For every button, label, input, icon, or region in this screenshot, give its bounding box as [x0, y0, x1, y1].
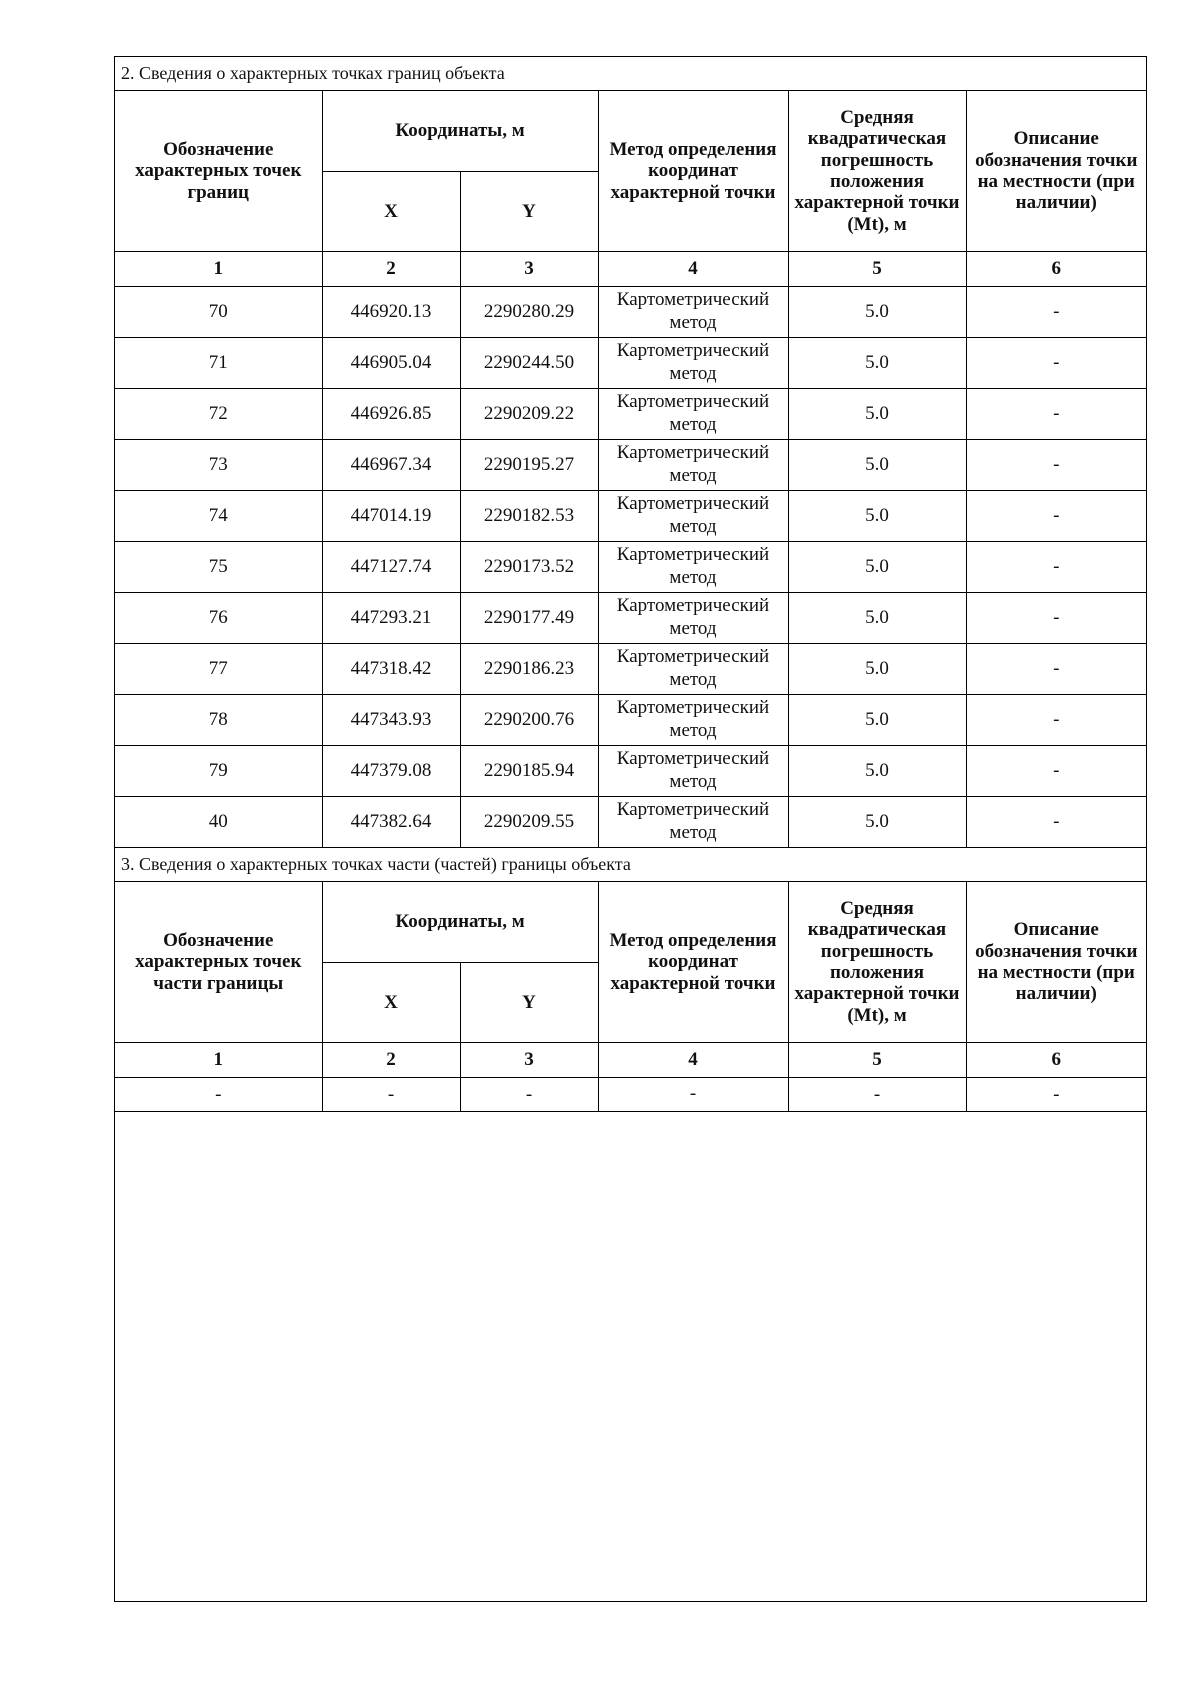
column-number: 3	[460, 1043, 598, 1078]
column-number: 2	[322, 1043, 460, 1078]
column-number: 1	[115, 1043, 322, 1078]
table-row	[115, 287, 1146, 338]
description-cell: -	[966, 338, 1146, 389]
point-id-cell: 75	[115, 542, 322, 593]
y-coordinate-cell: 2290244.50	[460, 338, 598, 389]
description-cell: -	[966, 593, 1146, 644]
column-number: 4	[598, 1043, 788, 1078]
method-cell: Картометрический метод	[598, 695, 788, 746]
error-cell: 5.0	[788, 542, 966, 593]
method-cell: Картометрический метод	[598, 746, 788, 797]
point-id-cell: 78	[115, 695, 322, 746]
y-coordinate-cell: 2290280.29	[460, 287, 598, 338]
x-coordinate-cell: 447379.08	[322, 746, 460, 797]
y-coordinate-cell: 2290200.76	[460, 695, 598, 746]
error-cell: -	[788, 1078, 966, 1112]
error-cell: 5.0	[788, 746, 966, 797]
y-coordinate-cell: 2290173.52	[460, 542, 598, 593]
error-cell: 5.0	[788, 338, 966, 389]
point-id-cell: -	[115, 1078, 322, 1112]
method-cell: -	[598, 1078, 788, 1112]
x-coordinate-cell: 446920.13	[322, 287, 460, 338]
boundary-points-table	[115, 57, 1146, 1112]
description-cell: -	[966, 287, 1146, 338]
table-row	[115, 1078, 1146, 1112]
method-cell: Картометрический метод	[598, 593, 788, 644]
point-id-cell: 40	[115, 797, 322, 848]
header-error: Средняя квадратическая погрешность положения характерной точки (Mt), м	[788, 882, 966, 1043]
description-cell: -	[966, 746, 1146, 797]
header-description: Описание обозначения точки на местности (при наличии)	[966, 882, 1146, 1043]
y-coordinate-cell: 2290185.94	[460, 746, 598, 797]
point-id-cell: 73	[115, 440, 322, 491]
column-number: 2	[322, 252, 460, 287]
method-cell: Картометрический метод	[598, 287, 788, 338]
description-cell: -	[966, 1078, 1146, 1112]
table-row	[115, 746, 1146, 797]
method-cell: Картометрический метод	[598, 389, 788, 440]
error-cell: 5.0	[788, 389, 966, 440]
header-description: Описание обозначения точки на местности (при наличии)	[966, 91, 1146, 252]
method-cell: Картометрический метод	[598, 491, 788, 542]
column-numbers-row	[115, 252, 1146, 287]
column-numbers-row	[115, 1043, 1146, 1078]
point-id-cell: 76	[115, 593, 322, 644]
x-coordinate-cell: 447343.93	[322, 695, 460, 746]
method-cell: Картометрический метод	[598, 338, 788, 389]
error-cell: 5.0	[788, 644, 966, 695]
description-cell: -	[966, 440, 1146, 491]
y-coordinate-cell: 2290209.22	[460, 389, 598, 440]
y-coordinate-cell: 2290186.23	[460, 644, 598, 695]
section2-title: 2. Сведения о характерных точках границ объекта	[115, 57, 1146, 91]
x-coordinate-cell: 447014.19	[322, 491, 460, 542]
table-row	[115, 593, 1146, 644]
description-cell: -	[966, 542, 1146, 593]
error-cell: 5.0	[788, 491, 966, 542]
header-y: Y	[460, 172, 598, 252]
error-cell: 5.0	[788, 797, 966, 848]
x-coordinate-cell: -	[322, 1078, 460, 1112]
y-coordinate-cell: 2290195.27	[460, 440, 598, 491]
header-part-point-designation: Обозначение характерных точек части границы	[115, 882, 322, 1043]
table-row	[115, 491, 1146, 542]
method-cell: Картометрический метод	[598, 644, 788, 695]
x-coordinate-cell: 446905.04	[322, 338, 460, 389]
point-id-cell: 74	[115, 491, 322, 542]
header-coordinates: Координаты, м	[322, 91, 598, 172]
description-cell: -	[966, 695, 1146, 746]
y-coordinate-cell: 2290177.49	[460, 593, 598, 644]
column-number: 5	[788, 1043, 966, 1078]
header-error: Средняя квадратическая погрешность положения характерной точки (Mt), м	[788, 91, 966, 252]
x-coordinate-cell: 447382.64	[322, 797, 460, 848]
column-number: 6	[966, 1043, 1146, 1078]
x-coordinate-cell: 446926.85	[322, 389, 460, 440]
point-id-cell: 77	[115, 644, 322, 695]
error-cell: 5.0	[788, 287, 966, 338]
header-coordinates: Координаты, м	[322, 882, 598, 963]
column-number: 4	[598, 252, 788, 287]
y-coordinate-cell: 2290182.53	[460, 491, 598, 542]
error-cell: 5.0	[788, 440, 966, 491]
x-coordinate-cell: 446967.34	[322, 440, 460, 491]
description-cell: -	[966, 644, 1146, 695]
point-id-cell: 71	[115, 338, 322, 389]
section3-title: 3. Сведения о характерных точках части (частей) границы объекта	[115, 848, 1146, 882]
column-number: 1	[115, 252, 322, 287]
column-number: 6	[966, 252, 1146, 287]
document-sheet	[114, 56, 1147, 1602]
table-row	[115, 644, 1146, 695]
y-coordinate-cell: -	[460, 1078, 598, 1112]
column-number: 3	[460, 252, 598, 287]
table-row	[115, 797, 1146, 848]
description-cell: -	[966, 389, 1146, 440]
header-x: X	[322, 172, 460, 252]
header-y: Y	[460, 963, 598, 1043]
column-number: 5	[788, 252, 966, 287]
method-cell: Картометрический метод	[598, 797, 788, 848]
table-row	[115, 542, 1146, 593]
x-coordinate-cell: 447127.74	[322, 542, 460, 593]
error-cell: 5.0	[788, 695, 966, 746]
x-coordinate-cell: 447318.42	[322, 644, 460, 695]
description-cell: -	[966, 797, 1146, 848]
method-cell: Картометрический метод	[598, 440, 788, 491]
header-x: X	[322, 963, 460, 1043]
table-row	[115, 695, 1146, 746]
x-coordinate-cell: 447293.21	[322, 593, 460, 644]
point-id-cell: 79	[115, 746, 322, 797]
description-cell: -	[966, 491, 1146, 542]
table-row	[115, 389, 1146, 440]
table-row	[115, 440, 1146, 491]
header-method: Метод определения координат характерной точки	[598, 882, 788, 1043]
error-cell: 5.0	[788, 593, 966, 644]
method-cell: Картометрический метод	[598, 542, 788, 593]
header-point-designation: Обозначение характерных точек границ	[115, 91, 322, 252]
point-id-cell: 72	[115, 389, 322, 440]
point-id-cell: 70	[115, 287, 322, 338]
header-method: Метод определения координат характерной точки	[598, 91, 788, 252]
y-coordinate-cell: 2290209.55	[460, 797, 598, 848]
table-row	[115, 338, 1146, 389]
